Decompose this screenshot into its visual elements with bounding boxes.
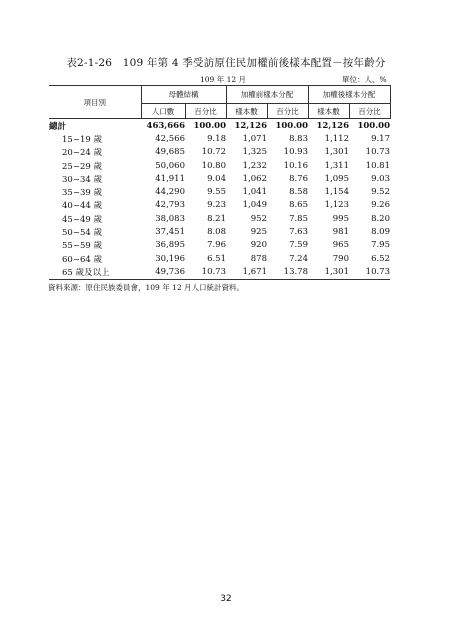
table-row bbox=[49, 252, 390, 265]
table-cell: 1,325 bbox=[242, 147, 267, 158]
row-label: 15~19 歲 bbox=[62, 134, 102, 145]
table-cell: 36,895 bbox=[155, 240, 185, 251]
table-cell: 1,095 bbox=[324, 173, 349, 184]
table-cell: 9.18 bbox=[207, 133, 226, 144]
table-cell: 42,566 bbox=[155, 133, 185, 144]
table-row bbox=[49, 159, 390, 172]
table-row bbox=[49, 239, 390, 252]
table-cell: 1,112 bbox=[324, 133, 349, 144]
table-cell: 12,126 bbox=[234, 120, 267, 131]
row-label: 25~29 歲 bbox=[62, 161, 102, 172]
table-cell: 463,666 bbox=[146, 120, 185, 131]
table-cell: 10.73 bbox=[185, 265, 226, 279]
row-header: 項目別 bbox=[49, 86, 141, 119]
table-cell: 981 bbox=[332, 227, 349, 238]
row-label: 總計 bbox=[49, 121, 67, 132]
column-header: 百分比 bbox=[267, 104, 308, 119]
column-header: 樣本數 bbox=[226, 104, 267, 119]
table-cell: 1,154 bbox=[324, 187, 349, 198]
table-cell: 12,126 bbox=[316, 120, 349, 131]
table-cell: 8.83 bbox=[289, 133, 308, 144]
table-row bbox=[49, 172, 390, 185]
table-cell: 7.85 bbox=[289, 213, 308, 224]
group-header: 加權前樣本分配 bbox=[226, 86, 308, 104]
table-cell: 1,123 bbox=[324, 200, 349, 211]
table-cell: 1,062 bbox=[242, 173, 267, 184]
table-cell: 1,041 bbox=[242, 187, 267, 198]
table-cell: 1,301 bbox=[308, 265, 349, 279]
table-cell: 8.20 bbox=[371, 213, 390, 224]
row-label: 45~49 歲 bbox=[62, 214, 102, 225]
source-note: 資料來源：原住民族委員會，109 年 12 月人口統計資料。 bbox=[48, 283, 245, 292]
table-cell: 8.58 bbox=[289, 187, 308, 198]
table-cell: 8.08 bbox=[207, 227, 226, 238]
page-number: 32 bbox=[220, 594, 232, 604]
row-label: 20~24 歲 bbox=[62, 148, 102, 159]
table-cell: 1,311 bbox=[324, 160, 349, 171]
table-cell: 7.59 bbox=[289, 240, 308, 251]
table-cell: 37,451 bbox=[155, 227, 185, 238]
row-label: 30~34 歲 bbox=[62, 174, 102, 185]
table-cell: 10.93 bbox=[283, 147, 308, 158]
table-cell: 100.00 bbox=[357, 120, 390, 131]
table-cell: 9.26 bbox=[371, 200, 390, 211]
table-cell: 44,290 bbox=[155, 187, 185, 198]
table-cell: 13.78 bbox=[267, 265, 308, 279]
table-cell: 10.81 bbox=[365, 160, 390, 171]
table-cell: 9.55 bbox=[207, 187, 226, 198]
table-cell: 38,083 bbox=[155, 213, 185, 224]
table-title: 表2-1-26 109 年第 4 季受訪原住民加權前後樣本配置－按年齡分 bbox=[66, 57, 386, 69]
table-cell: 42,793 bbox=[155, 200, 185, 211]
table-cell: 1,232 bbox=[242, 160, 267, 171]
table-cell: 10.73 bbox=[365, 147, 390, 158]
table-cell: 10.16 bbox=[283, 160, 308, 171]
table-cell: 9.17 bbox=[371, 133, 390, 144]
table-cell: 8.76 bbox=[289, 173, 308, 184]
row-label: 40~44 歲 bbox=[62, 201, 102, 212]
table-cell: 1,071 bbox=[242, 133, 267, 144]
table-cell: 6.52 bbox=[371, 253, 390, 264]
table-cell: 10.72 bbox=[201, 147, 226, 158]
table-row bbox=[49, 265, 390, 279]
table-cell: 10.73 bbox=[349, 265, 390, 279]
table-cell: 7.95 bbox=[371, 240, 390, 251]
table-cell: 878 bbox=[250, 253, 267, 264]
table-cell: 10.80 bbox=[201, 160, 226, 171]
table-cell: 1,671 bbox=[226, 265, 267, 279]
table-cell: 8.09 bbox=[371, 227, 390, 238]
row-label: 60~64 歲 bbox=[62, 254, 102, 265]
table-cell: 100.00 bbox=[193, 120, 226, 131]
table-cell: 7.24 bbox=[289, 253, 308, 264]
table-cell: 49,736 bbox=[141, 265, 185, 279]
table-row bbox=[49, 212, 390, 225]
table-cell: 925 bbox=[250, 227, 267, 238]
table-cell: 1,049 bbox=[242, 200, 267, 211]
column-header: 百分比 bbox=[185, 104, 226, 119]
column-header: 百分比 bbox=[349, 104, 390, 119]
table-cell: 7.96 bbox=[207, 240, 226, 251]
table-row bbox=[49, 225, 390, 238]
table-row bbox=[49, 132, 390, 145]
row-label: 35~39 歲 bbox=[62, 188, 102, 199]
row-label: 65 歲及以上 bbox=[49, 265, 141, 279]
table-cell: 920 bbox=[250, 240, 267, 251]
table-cell: 9.23 bbox=[207, 200, 226, 211]
table-cell: 9.03 bbox=[371, 173, 390, 184]
table-row bbox=[49, 199, 390, 212]
table-cell: 41,911 bbox=[155, 173, 185, 184]
data-table bbox=[49, 85, 391, 280]
table-row bbox=[49, 185, 390, 198]
group-header: 母體結構 bbox=[141, 86, 226, 104]
column-header: 樣本數 bbox=[308, 104, 349, 119]
table-cell: 8.21 bbox=[207, 213, 226, 224]
table-cell: 49,685 bbox=[155, 147, 185, 158]
table-cell: 7.63 bbox=[289, 227, 308, 238]
table-cell: 952 bbox=[250, 213, 267, 224]
table-cell: 6.51 bbox=[207, 253, 226, 264]
table-cell: 9.04 bbox=[207, 173, 226, 184]
table-cell: 790 bbox=[332, 253, 349, 264]
table-cell: 1,301 bbox=[324, 147, 349, 158]
table-cell: 965 bbox=[332, 240, 349, 251]
total-row bbox=[49, 119, 390, 133]
year-label: 109 年 12 月 bbox=[200, 75, 247, 84]
table-cell: 100.00 bbox=[275, 120, 308, 131]
table-cell: 9.52 bbox=[371, 187, 390, 198]
table-cell: 995 bbox=[332, 213, 349, 224]
header-row-groups bbox=[49, 86, 390, 104]
row-label: 50~54 歲 bbox=[62, 228, 102, 239]
table-cell: 50,060 bbox=[155, 160, 185, 171]
group-header: 加權後樣本分配 bbox=[308, 86, 390, 104]
table-cell: 30,196 bbox=[155, 253, 185, 264]
table-row bbox=[49, 146, 390, 159]
unit-label: 單位：人、% bbox=[342, 75, 387, 84]
row-label: 55~59 歲 bbox=[62, 241, 102, 252]
column-header: 人口數 bbox=[141, 104, 185, 119]
table-cell: 8.65 bbox=[289, 200, 308, 211]
